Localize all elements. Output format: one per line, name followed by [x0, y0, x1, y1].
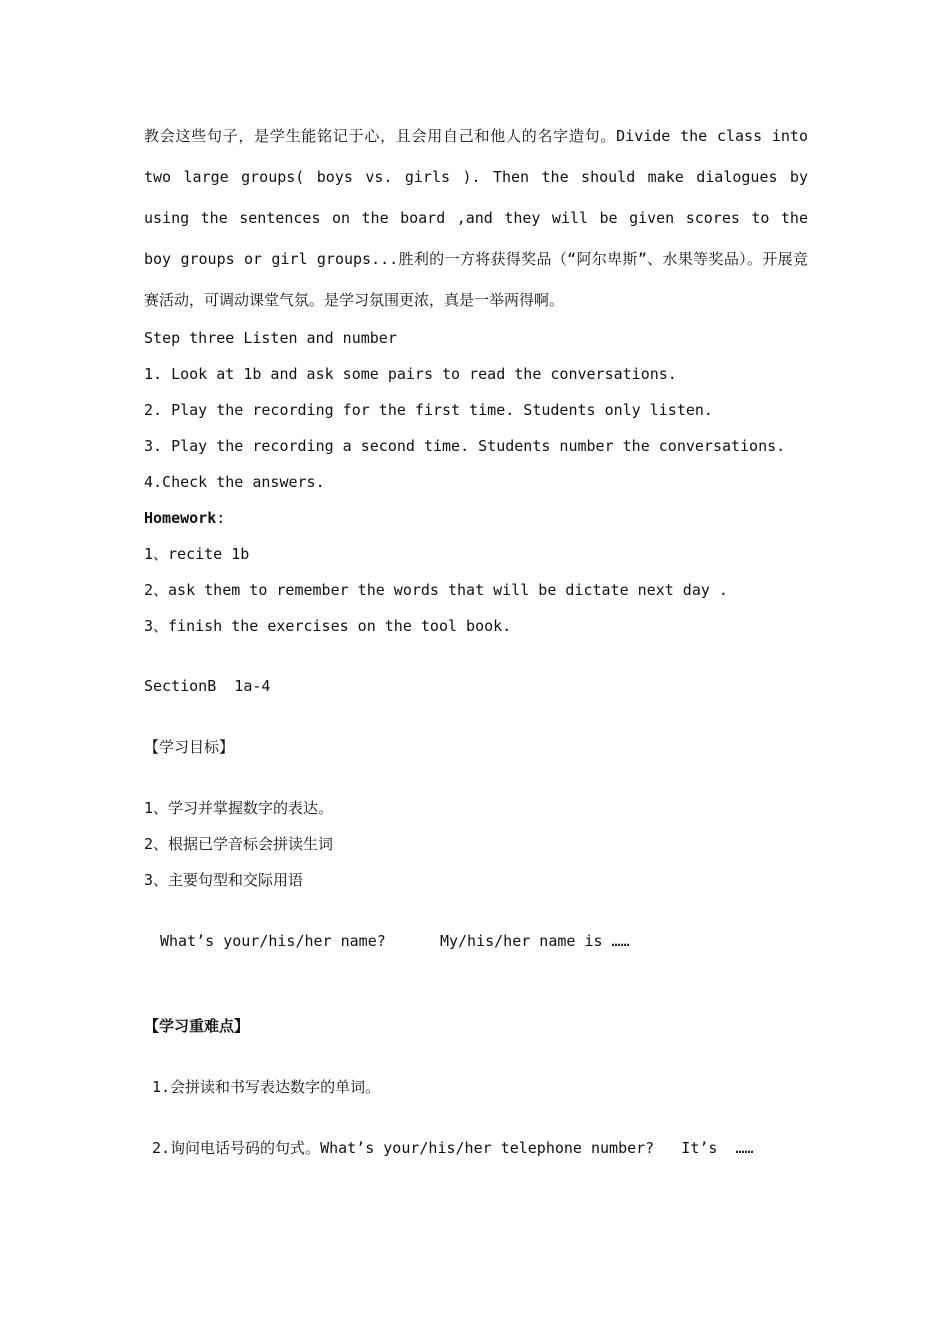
homework-heading — [144, 508, 225, 528]
objective-item-3: 3、主要句型和交际用语 — [144, 871, 304, 889]
step-three-item-3: 3. Play the recording a second time. Students number the conversations. — [144, 437, 786, 455]
homework-item-3: 3、finish the exercises on the tool book. — [144, 617, 512, 635]
step-three-item-1: 1. Look at 1b and ask some pairs to read the conversations. — [144, 365, 677, 383]
objective-item-2: 2、根据已学音标会拼读生词 — [144, 835, 334, 853]
homework-colon: : — [216, 509, 226, 527]
objective-item-1: 1、学习并掌握数字的表达。 — [144, 799, 334, 817]
step-three-item-2: 2. Play the recording for the first time. Students only listen. — [144, 401, 713, 419]
homework-label: Homework — [144, 509, 217, 527]
step-three-title: Step three Listen and number — [144, 329, 397, 347]
intro-paragraph: 教会这些句子，是学生能铭记于心，且会用自己和他人的名字造句。Divide the class into two large groups( boys vs. girls ). Then the should make dialogues by using the sentences on the board ,and they will be given scores to the boy groups or girl groups...胜利的一方将获得奖品（“阿尔卑斯”、水果等奖品）。开展竞赛活动，可调动课堂气氛。是学习氛围更浓，真是一举两得啊。 — [144, 127, 808, 309]
homework-item-1: 1、recite 1b — [144, 545, 250, 563]
objectives-heading: 【学习目标】 — [144, 738, 235, 756]
key-point-item-1: 1.会拼读和书写表达数字的单词。 — [152, 1078, 381, 1096]
step-three-item-4: 4.Check the answers. — [144, 473, 325, 491]
objective-example: What’s your/his/her name? My/his/her name is …… — [160, 932, 630, 950]
section-b-title: SectionB 1a-4 — [144, 677, 271, 695]
key-point-item-2: 2.询问电话号码的句式。What’s your/his/her telephone number? It’s …… — [152, 1139, 754, 1157]
key-points-heading: 【学习重难点】 — [144, 1017, 250, 1035]
homework-item-2: 2、ask them to remember the words that will be dictate next day . — [144, 581, 728, 599]
